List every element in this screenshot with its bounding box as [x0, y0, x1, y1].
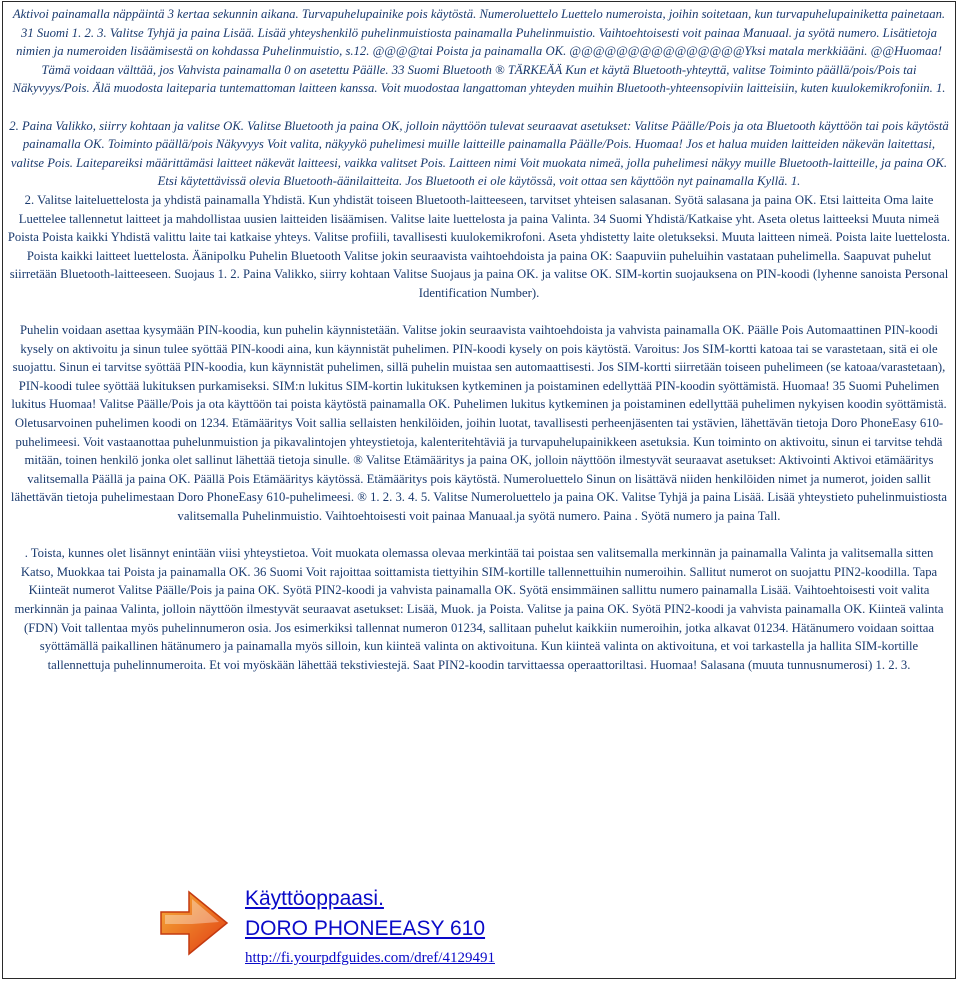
- paragraph-2: 2. Paina Valikko, siirry kohtaan ja valitse OK. Valitse Bluetooth ja paina OK, jolloin näyttöön tulevat seuraavat asetukset: Valitse Päälle/Pois ja ota Bluetooth käyttöön tai pois käytöstä painamalla OK. Toiminto päällä/pois Näkyvyys Voit valita, näkyykö puhelimesi muille laitteille painamalla Päälle/Pois. Huomaa! Jos et halua muiden laitteiden näkevän laitettasi, valitse Pois. Laitepareiksi määrittämäsi laitteet näkevät laitteesi, vaikka valitset Pois. Laitteen nimi Voit muokata nimeä, jolla puhelimesi näkyy muille Bluetooth-laitteille, ja paina OK. Etsi käytettävissä olevia Bluetooth-äänilaitteita. Jos Bluetooth ei ole käytössä, voit ottaa sen käyttöön nyt painamalla Kyllä. 1.: [9, 118, 949, 189]
- product-link[interactable]: DORO PHONEEASY 610: [245, 917, 486, 940]
- pdf-arrow-logo-icon: [155, 884, 233, 962]
- paragraph-3: 2. Valitse laiteluettelosta ja yhdistä painamalla Yhdistä. Kun yhdistät toiseen Bluetooth-laitteeseen, tarvitset yhteisen salasanan. Syötä salasana ja paina OK. Etsi laitteita Oma laite Luettelee tallennetut laitteet ja mahdollistaa uusien laitteiden lisäämisen. Valitse laite luettelosta ja paina Valinta. 34 Suomi Yhdistä/Katkaise yht. Aseta oletus laitteeksi Muuta nimeä Poista Poista kaikki Yhdistä valittu laite tai katkaise yhteys. Valitse profiili, tavallisesti kuulokemikrofoni. Aseta yhdistetty laite oletukseksi. Muuta laitteen nimeä. Poista laite luettelosta. Poista kaikki laitteet luettelosta. Äänipolku Puhelin Bluetooth Valitse jokin seuraavista vaihtoehdoista ja paina OK: Saapuviin puheluihin vastataan puhelimella. Saapuvat puhelut siirretään Bluetooth-laitteeseen. Suojaus 1. 2. Paina Valikko, siirry kohtaan Valitse Suojaus ja paina OK. ja valitse OK. SIM-kortin suojauksena on PIN-koodi (lyhenne sanoista Personal Identification Number).: [7, 192, 951, 300]
- manual-link[interactable]: Käyttöoppaasi.: [245, 887, 384, 910]
- footer: [3, 880, 603, 975]
- url-link[interactable]: http://fi.yourpdfguides.com/dref/4129491: [245, 950, 495, 966]
- paragraph-5: . Toista, kunnes olet lisännyt enintään viisi yhteystietoa. Voit muokata olemassa olevaa merkintää tai poistaa sen valitsemalla merkinnän ja painamalla Valinta ja valitsemalla sitten Katso, Muokkaa tai Poista ja painamalla OK. 36 Suomi Voit rajoittaa soittamista tiettyihin SIM-kortille tallennettuihin numeroihin. Sallitut numerot on suojattu PIN2-koodilla. Tapa Kiinteät numerot Valitse Päälle/Pois ja paina OK. Syötä PIN2-koodi ja vahvista painamalla OK. Syötä ensimmäinen sallittu numero painamalla Lisää. Vaihtoehtoisesti voit valita merkinnän ja painaa Valinta, jolloin näyttöön ilmestyvät seuraavat asetukset: Lisää, Muok. ja Poista. Valitse ja paina OK. Syötä PIN2-koodi ja vahvista painamalla OK. Kiinteä valinta (FDN) Voit tallentaa myös puhelinnumeron osia. Jos esimerkiksi tallennat numeron 01234, sallitaan puhelut kaikkiin numeroihin, jotka alkavat 01234. Hätänumero voidaan soittaa syöttämällä paikallinen hätänumero ja painamalla myös silloin, kun kiinteä valinta on aktivoituna. Kun kiinteä valinta on aktivoituna, et voi tarkastella ja hallita SIM-kortille tallennettuja puhelinnumeroita. Et voi myöskään lähettää tekstiviestejä. Saat PIN2-koodin tarvittaessa operaattoriltasi. Huomaa! Salasana (muuta tunnusnumerosi) 1. 2. 3.: [14, 546, 944, 672]
- document-text: [7, 5, 951, 674]
- document-page: [2, 1, 956, 979]
- paragraph-gap: [7, 526, 951, 545]
- paragraph-1: Aktivoi painamalla näppäintä 3 kertaa sekunnin aikana. Turvapuhelupainike pois käytöstä. Numeroluettelo Luettelo numeroista, joihin soitetaan, kun turvapuhelupainiketta painetaan. 31 Suomi 1. 2. 3. Valitse Tyhjä ja paina Lisää. Lisää yhteyshenkilö puhelinmuistiosta painamalla Puhelinmuistio. Vaihtoehtoisesti voit painaa Manuaal. ja syötä numero. Lisätietoja nimien ja numeroiden lisäämisestä on kohdassa Puhelinmuistio, s.12. @@@@tai Poista ja painamalla OK. @@@@@@@@@@@@@@@Yksi matala merkkiääni. @@Huomaa! Tämä voidaan välttää, jos Vahvista painamalla 0 on asetettu Päälle. 33 Suomi Bluetooth ® TÄRKEÄÄ Kun et käytä Bluetooth-yhteyttä, valitse Toiminto päällä/pois/Pois tai Näkyvyys/Pois. Älä muodosta laiteparia tuntemattoman laitteen kanssa. Voit muodostaa langattoman yhteyden muihin Bluetooth-yhteensopiviin laitteisiin, kuten kuulokemikrofoniin. 1.: [12, 7, 946, 96]
- paragraph-4: Puhelin voidaan asettaa kysymään PIN-koodia, kun puhelin käynnistetään. Valitse jokin seuraavista vaihtoehdoista ja vahvista painamalla OK. Päälle Pois Automaattinen PIN-koodi kysely on aktivoitu ja sinun tulee syöttää PIN-koodi aina, kun käynnistät puhelimen. PIN-koodi kysely on pois käytöstä. Varoitus: Jos SIM-kortti katoaa tai se varastetaan, sitä ei ole suojattu. Sinun ei tarvitse syöttää PIN-koodia, kun käynnistät puhelimen, sillä puhelin muistaa sen automaattisesti. Jos SIM-kortti siirretään toiseen puhelimeen (se katoaa/varastetaan), PIN-koodi tulee syöttää lukituksen purkamiseksi. SIM:n lukitus SIM-kortin lukituksen kytkeminen ja poistaminen edellyttää PIN-koodin syöttämistä. Huomaa! 35 Suomi Puhelimen lukitus Huomaa! Valitse Päälle/Pois ja ota käyttöön tai poista käytöstä painamalla OK. Puhelimen lukitus kytkeminen ja poistaminen edellyttää puhelimen nykyisen koodin syöttämistä. Oletusarvoinen puhelimen koodi on 1234. Etämääritys Voit sallia sellaisten henkilöiden, joihin luotat, tavallisesti perheenjäsenten tai ystävien, lähettävän tietoja Doro PhoneEasy 610-puhelimeesi. Voit vastaanottaa puhelunmuistion ja pikavalintojen yhteystietoja, kalenteritehtäviä ja turvapuhelupainikkeen asetuksia. Kun toiminto on aktivoitu, sinun ei tarvitse tehdä mitään, toinen henkilö jonka olet sallinut lähettää tietoja sinulle. ® Valitse Etämääritys ja paina OK, jolloin näyttöön ilmestyvät seuraavat asetukset: Aktivointi Aktivoi etämääritys valitsemalla Päällä ja paina OK. Päällä Pois Etämääritys käytössä. Etämääritys pois käytöstä. Numeroluettelo Sinun on lisättävä niiden henkilöiden nimet ja numerot, joiden sallit lähettävän tietoja puhelimestaan Doro PhoneEasy 610-puhelimeesi. ® 1. 2. 3. 4. 5. Valitse Numeroluettelo ja paina OK. Valitse Tyhjä ja paina Lisää. Lisää yhteystieto puhelinmuistiosta valitsemalla Puhelinmuistio. Vaihtoehtoisesti voit painaa Manuaal.ja syötä numero. Paina . Syötä numero ja paina Tall.: [10, 323, 948, 524]
- paragraph-gap: [7, 98, 951, 117]
- paragraph-gap: [7, 303, 951, 322]
- footer-links: [245, 884, 495, 968]
